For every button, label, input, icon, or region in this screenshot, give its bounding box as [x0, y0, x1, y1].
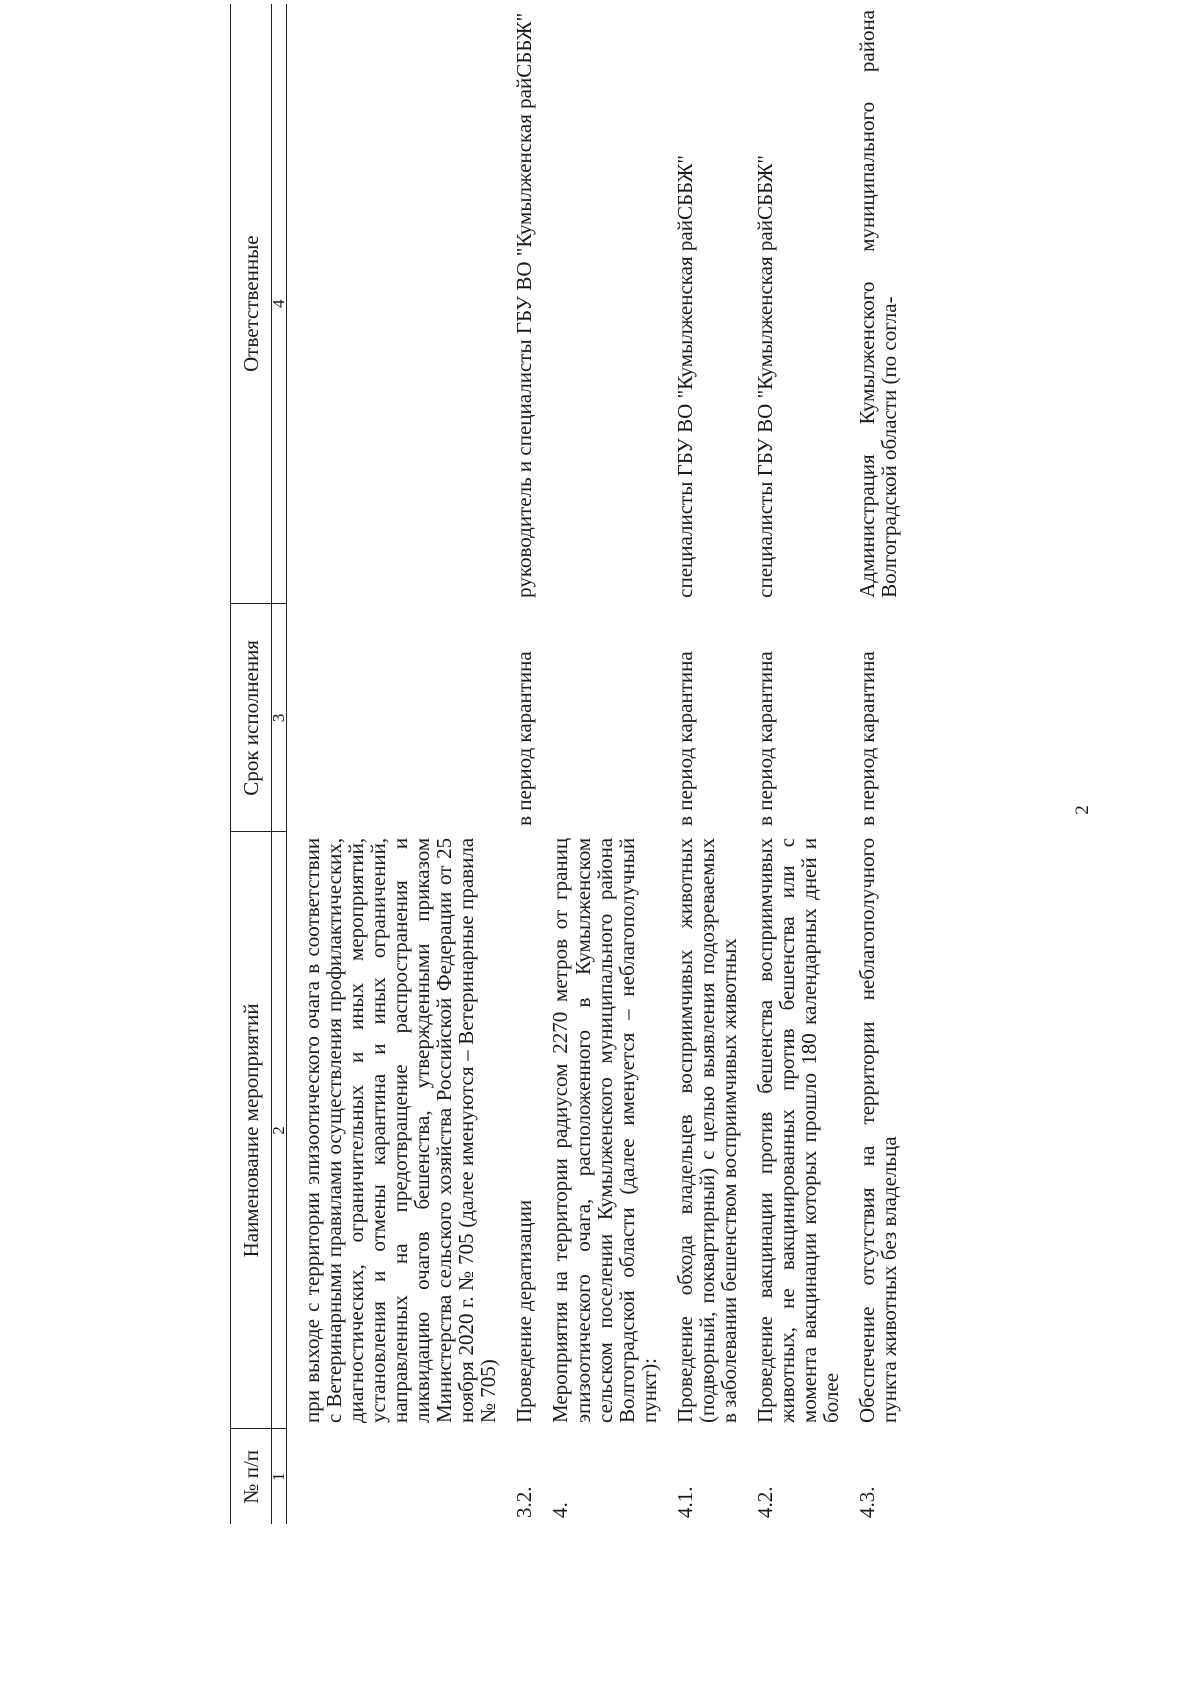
row-num: 3.2.	[512, 1486, 537, 1518]
row-resp: Администрация Кумылженского муниципального района Волгоградской области (по согла-	[855, 10, 902, 598]
column-number: 1	[272, 1429, 287, 1524]
row-resp: специалисты ГБУ ВО "Кумылженская райСББЖ"	[672, 155, 697, 598]
row-resp: специалисты ГБУ ВО "Кумылженская райСББЖ"	[752, 155, 777, 598]
row-num: 4.1.	[672, 1486, 697, 1518]
header-resp: Ответственные	[231, 4, 272, 604]
table-row	[856, 4, 900, 1524]
row-resp	[549, 4, 659, 604]
page-number: 2	[1072, 805, 1093, 815]
row-term	[549, 604, 659, 832]
column-number: 3	[272, 604, 287, 832]
row-term: в период карантина	[512, 651, 537, 826]
row-resp: руководитель и специалисты ГБУ ВО "Кумылженская райСББЖ"	[512, 12, 537, 598]
table-row	[549, 4, 659, 1524]
row-num: 4.3.	[855, 1486, 880, 1518]
table-row	[674, 4, 740, 1524]
row-term: в период карантина	[752, 651, 777, 826]
row-num: 4.2.	[752, 1486, 777, 1518]
row-term: в период карантина	[855, 651, 880, 826]
row-name: Проведение вакцинации против бешенства восприимчивых животных, не вакцинированных против бешенства или с момента вакцинации которых прошло 180 календарных дней и более	[752, 837, 843, 1423]
row-name: Проведение дератизации	[512, 1199, 537, 1423]
table-row	[754, 4, 842, 1524]
row-name: Проведение обхода владельцев восприимчивых животных (подворный, поквартирный) с целью выявления подозреваемых в заболевании бешенством восприимчивых животных	[672, 837, 741, 1423]
row-num	[301, 1429, 499, 1524]
row-term: в период карантина	[672, 651, 697, 826]
header-name: Наименование мероприятий	[231, 832, 272, 1429]
measures-table	[230, 4, 900, 1524]
row-num: 4.	[548, 1502, 573, 1518]
column-number: 2	[272, 832, 287, 1429]
row-resp	[301, 4, 499, 604]
row-term	[301, 604, 499, 832]
row-name: Мероприятия на территории радиусом 2270 метров от границ эпизоотического очага, расположенного в Кумылженском сельском поселении Кумылженского муниципального района Волгоградской области (далее именуется – неблагополучный пункт):	[548, 837, 661, 1423]
header-num: № п/п	[238, 1449, 263, 1504]
table-row	[513, 4, 535, 1524]
row-name: при выходе с территории эпизоотического очага в соответствии с Ветеринарными правилами осуществления профилактических, диагностических, ограничительных и иных мероприятий, установления и отмены карантина и иных ограничений, направленных на предотвращение распространения и ликвидацию очагов бешенства, утвержденными приказом Министерства сельского хозяйства Российской Федерации от 25 ноября 2020 г. № 705 (далее именуются – Ветеринарные правила № 705)	[300, 837, 501, 1423]
row-name: Обеспечение отсутствия на территории неблагополучного пункта животных без владельца	[855, 837, 902, 1423]
column-number-row	[272, 4, 287, 1524]
rotated-landscape-page	[60, 10, 1160, 1620]
header-term: Срок исполнения	[231, 604, 272, 832]
table-row	[301, 4, 499, 1524]
table-header-row	[231, 4, 272, 1524]
column-number: 4	[272, 4, 287, 604]
